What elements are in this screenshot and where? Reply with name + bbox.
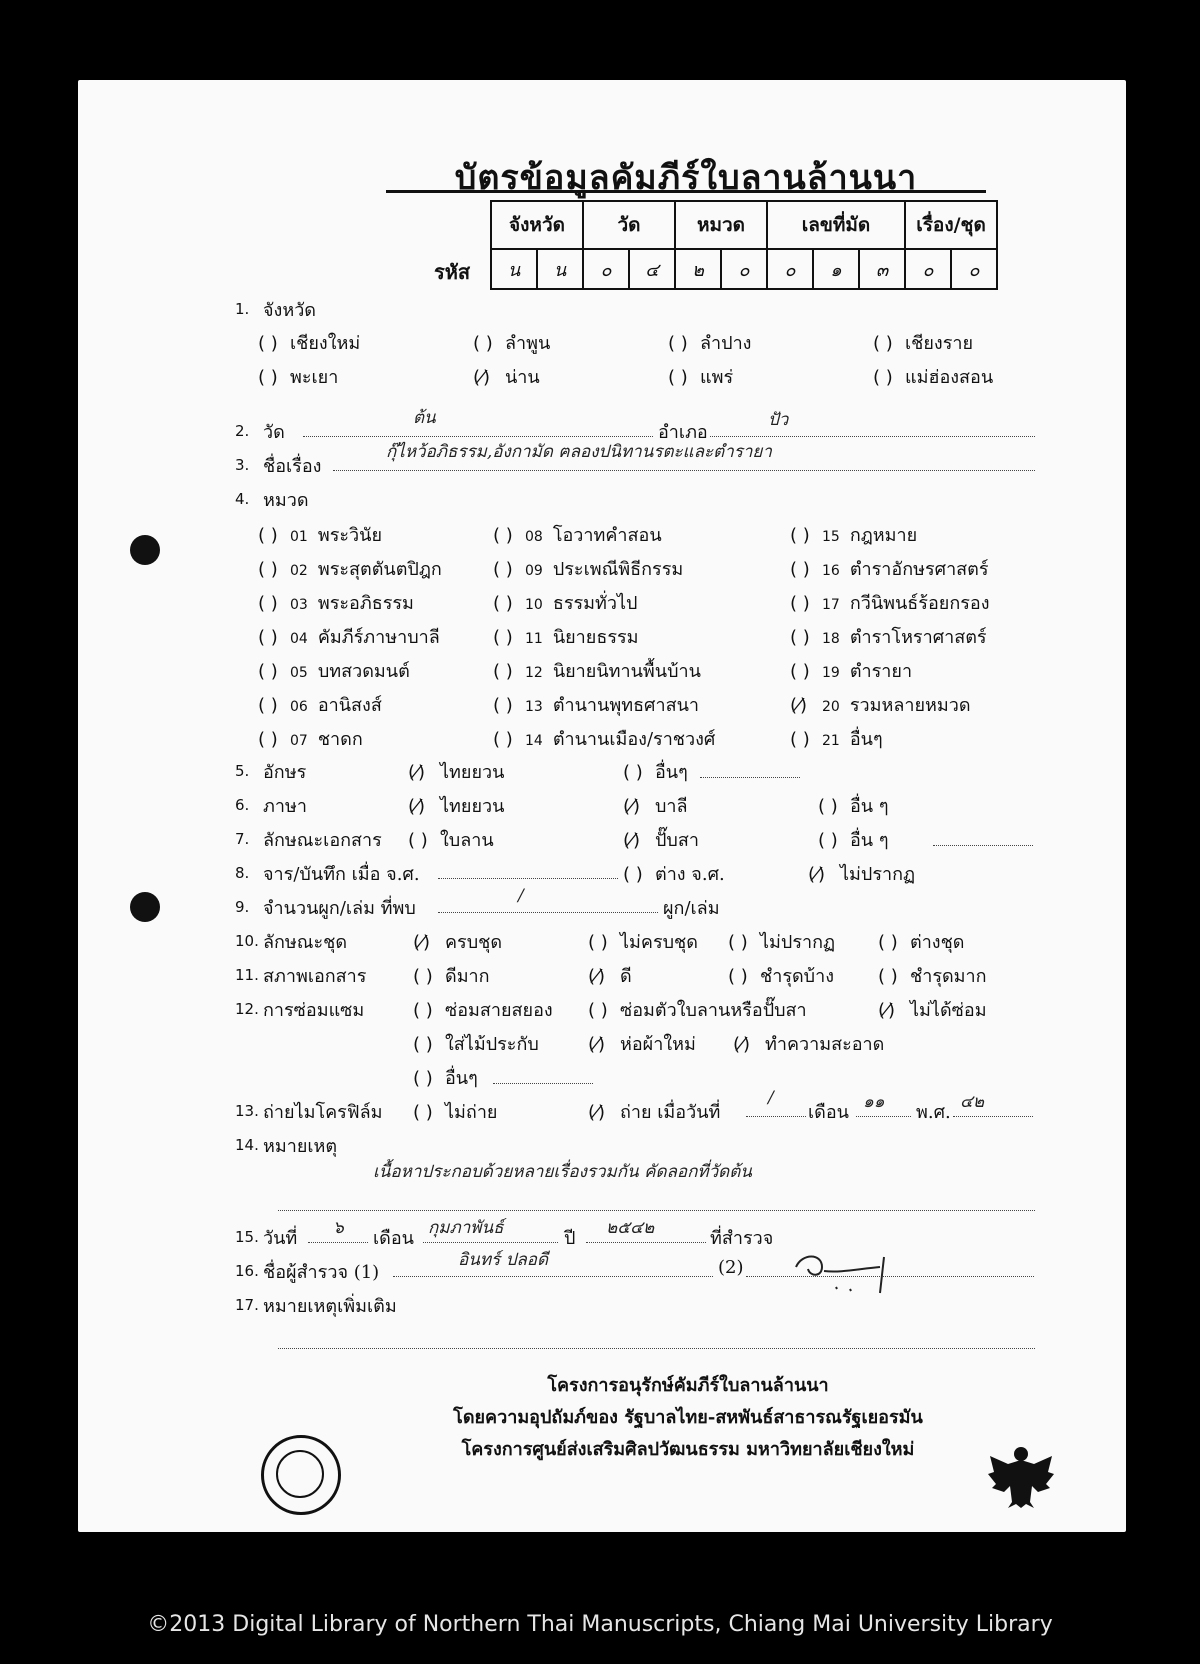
s12-option[interactable]: ( ) ซ่อมตัวใบลานหรือปั๊บสา bbox=[588, 1000, 807, 1021]
s16-label: ชื่อผู้สำรวจ (1) bbox=[263, 1262, 380, 1283]
s4-category[interactable]: ( ) 13 ตำนานพุทธศาสนา bbox=[493, 695, 699, 716]
s1-num: 1. bbox=[235, 300, 250, 318]
code-table bbox=[490, 200, 998, 290]
s14-remark-value[interactable]: เนื้อหาประกอบด้วยหลายเรื่องรวมกัน คัดลอกที่วัดต้น bbox=[373, 1162, 752, 1182]
surveyor2-signature bbox=[788, 1245, 918, 1297]
s15-year-line bbox=[586, 1242, 706, 1243]
s6-option[interactable]: ( ) อื่น ๆ bbox=[818, 796, 889, 817]
s2-amphoe-value[interactable]: ปัว bbox=[768, 410, 789, 430]
binder-hole-bottom bbox=[130, 892, 160, 922]
code-digit[interactable]: ๐ bbox=[583, 249, 629, 289]
code-digit[interactable]: ๐ bbox=[767, 249, 813, 289]
s4-category[interactable]: ( ) 21 อื่นๆ bbox=[790, 729, 883, 750]
s4-category[interactable]: ( ) 10 ธรรมทั่วไป bbox=[493, 593, 638, 614]
s2-amphoe-line bbox=[710, 436, 1035, 437]
german-eagle-icon bbox=[986, 1442, 1056, 1510]
s4-num: 4. bbox=[235, 490, 250, 508]
s12-option-checked[interactable]: (⁄) ทำความสะอาด bbox=[733, 1034, 885, 1055]
s16-label2: (2) bbox=[718, 1257, 744, 1278]
s4-category[interactable]: ( ) 08 โอวาทคำสอน bbox=[493, 525, 662, 546]
s13-month-label: เดือน bbox=[808, 1102, 849, 1123]
s6-num: 6. bbox=[235, 796, 250, 814]
code-header-bundle: เลขที่มัด bbox=[767, 201, 905, 249]
s1-option[interactable]: ( ) แม่ฮ่องสอน bbox=[873, 367, 994, 388]
title-underline bbox=[386, 190, 986, 193]
s14-num: 14. bbox=[235, 1136, 259, 1154]
s4-category[interactable]: ( ) 03 พระอภิธรรม bbox=[258, 593, 414, 614]
s15-month-line bbox=[423, 1242, 558, 1243]
s4-category[interactable]: ( ) 06 อานิสงส์ bbox=[258, 695, 382, 716]
s4-category[interactable]: ( ) 02 พระสุตตันตปิฎก bbox=[258, 559, 442, 580]
s4-label: หมวด bbox=[263, 490, 309, 511]
s15-month-value[interactable]: กุมภาพันธ์ bbox=[428, 1218, 504, 1238]
s9-num: 9. bbox=[235, 898, 250, 916]
s10-option-checked[interactable]: (⁄) ครบชุด bbox=[413, 932, 503, 953]
s7-label: ลักษณะเอกสาร bbox=[263, 830, 382, 851]
s10-option[interactable]: ( ) ไม่ครบชุด bbox=[588, 932, 698, 953]
s17-line bbox=[278, 1348, 1035, 1349]
s16-surveyor1-value[interactable]: อินทร์ ปลอดี bbox=[458, 1250, 549, 1270]
s12-option-checked[interactable]: (⁄) ห่อผ้าใหม่ bbox=[588, 1034, 696, 1055]
code-digit[interactable]: ๓ bbox=[859, 249, 905, 289]
s12-option[interactable]: ( ) ซ่อมสายสยอง bbox=[413, 1000, 553, 1021]
code-label: รหัส bbox=[434, 260, 471, 284]
s7-option[interactable]: ( ) อื่น ๆ bbox=[818, 830, 889, 851]
s4-category[interactable]: ( ) 05 บทสวดมนต์ bbox=[258, 661, 410, 682]
s16-num: 16. bbox=[235, 1262, 259, 1280]
s11-option[interactable]: ( ) ดีมาก bbox=[413, 966, 490, 987]
s4-category[interactable]: ( ) 11 นิยายธรรม bbox=[493, 627, 639, 648]
code-header-province: จังหวัด bbox=[491, 201, 583, 249]
s15-month-label: เดือน bbox=[373, 1228, 414, 1249]
s12-line bbox=[493, 1083, 593, 1084]
s13-month-line bbox=[856, 1116, 911, 1117]
s7-option-checked[interactable]: (⁄) ปั๊บสา bbox=[623, 830, 699, 851]
s17-label: หมายเหตุเพิ่มเติม bbox=[263, 1296, 397, 1317]
s13-option-checked[interactable]: (⁄) ถ่าย เมื่อวันที่ bbox=[588, 1102, 721, 1123]
s9-unit: ผูก/เล่ม bbox=[663, 898, 720, 919]
s1-option[interactable]: ( ) ลำปาง bbox=[668, 333, 752, 354]
code-digit[interactable]: ๔ bbox=[629, 249, 675, 289]
s5-option-checked[interactable]: (⁄) ไทยยวน bbox=[408, 762, 505, 783]
s8-label: จาร/บันทึก เมื่อ จ.ศ. bbox=[263, 864, 420, 885]
s7-line bbox=[933, 845, 1033, 846]
code-header-category: หมวด bbox=[675, 201, 767, 249]
s15-year-value[interactable]: ๒๕๔๒ bbox=[606, 1218, 655, 1238]
s5-num: 5. bbox=[235, 762, 250, 780]
s13-year-value[interactable]: ๔๒ bbox=[960, 1092, 985, 1112]
university-seal-icon bbox=[261, 1435, 341, 1515]
s15-day-value[interactable]: ๖ bbox=[333, 1218, 344, 1238]
code-digit[interactable]: ๐ bbox=[951, 249, 997, 289]
s6-option-checked[interactable]: (⁄) ไทยยวน bbox=[408, 796, 505, 817]
code-digit[interactable]: น bbox=[537, 249, 583, 289]
footer-line1: โครงการอนุรักษ์คัมภีร์ใบลานล้านนา bbox=[547, 1375, 829, 1396]
s4-category[interactable]: ( ) 17 กวีนิพนธ์ร้อยกรอง bbox=[790, 593, 990, 614]
card-title: บัตรข้อมูลคัมภีร์ใบลานล้านนา bbox=[454, 158, 918, 198]
code-digit[interactable]: ๐ bbox=[721, 249, 767, 289]
s4-category[interactable]: ( ) 15 กฎหมาย bbox=[790, 525, 918, 546]
s3-label: ชื่อเรื่อง bbox=[263, 456, 322, 477]
s4-category[interactable]: ( ) 04 คัมภีร์ภาษาบาลี bbox=[258, 627, 440, 648]
s8-option[interactable]: ( ) ต่าง จ.ศ. bbox=[623, 864, 725, 885]
s4-category[interactable]: ( ) 01 พระวินัย bbox=[258, 525, 382, 546]
s1-label: จังหวัด bbox=[263, 300, 316, 321]
s13-year-line bbox=[953, 1116, 1033, 1117]
code-digit[interactable]: น bbox=[491, 249, 537, 289]
s10-option[interactable]: ( ) ไม่ปรากฏ bbox=[728, 932, 836, 953]
s13-month-value[interactable]: ๑๑ bbox=[863, 1092, 885, 1112]
s2-line bbox=[303, 436, 653, 437]
s2-amphoe-label: อำเภอ bbox=[658, 422, 708, 443]
s12-option-checked[interactable]: (⁄) ไม่ได้ซ่อม bbox=[878, 1000, 987, 1021]
s2-label: วัด bbox=[263, 422, 285, 443]
s11-label: สภาพเอกสาร bbox=[263, 966, 367, 987]
s9-line bbox=[438, 912, 658, 913]
data-card bbox=[78, 80, 1126, 1532]
s3-title-value[interactable]: กุ๊ไหว้อภิธรรม,อังกามัด ฅลองปนิทานรตะและตำรายา bbox=[386, 442, 772, 462]
s4-category[interactable]: ( ) 14 ตำนานเมือง/ราชวงศ์ bbox=[493, 729, 716, 750]
s4-category[interactable]: ( ) 12 นิยายนิทานพื้นบ้าน bbox=[493, 661, 701, 682]
s4-category[interactable]: ( ) 18 ตำราโหราศาสตร์ bbox=[790, 627, 987, 648]
s1-option[interactable]: ( ) พะเยา bbox=[258, 367, 339, 388]
footer-line3: โครงการศูนย์ส่งเสริมศิลปวัฒนธรรม มหาวิทยาลัยเชียงใหม่ bbox=[461, 1439, 915, 1460]
s4-category[interactable]: ( ) 19 ตำรายา bbox=[790, 661, 913, 682]
s13-option[interactable]: ( ) ไม่ถ่าย bbox=[413, 1102, 498, 1123]
s13-day-value[interactable]: / bbox=[768, 1088, 774, 1108]
s9-label: จำนวนผูก/เล่ม ที่พบ bbox=[263, 898, 416, 919]
s1-option[interactable]: ( ) เชียงราย bbox=[873, 333, 974, 354]
s8-line bbox=[438, 878, 618, 879]
s4-category[interactable]: ( ) 16 ตำราอักษรศาสตร์ bbox=[790, 559, 989, 580]
s6-option-checked[interactable]: (⁄) บาลี bbox=[623, 796, 688, 817]
code-digit[interactable]: ๐ bbox=[905, 249, 951, 289]
s15-year-label: ปี bbox=[564, 1228, 576, 1249]
s7-option[interactable]: ( ) ใบลาน bbox=[408, 830, 494, 851]
s2-temple-value[interactable]: ต้น bbox=[413, 408, 436, 428]
s12-label: การซ่อมแซม bbox=[263, 1000, 365, 1021]
s8-option-checked[interactable]: (⁄) ไม่ปรากฏ bbox=[808, 864, 916, 885]
s15-label: วันที่ bbox=[263, 1228, 298, 1249]
s1-option[interactable]: ( ) ลำพูน bbox=[473, 333, 551, 354]
s1-option[interactable]: ( ) เชียงใหม่ bbox=[258, 333, 361, 354]
s11-option[interactable]: ( ) ชำรุดบ้าง bbox=[728, 966, 835, 987]
s1-option-checked[interactable]: (⁄) น่าน bbox=[473, 367, 540, 388]
s7-num: 7. bbox=[235, 830, 250, 848]
s11-num: 11. bbox=[235, 966, 259, 984]
s3-num: 3. bbox=[235, 456, 250, 474]
s14-line bbox=[278, 1210, 1035, 1211]
s5-option[interactable]: ( ) อื่นๆ bbox=[623, 762, 688, 783]
s5-label: อักษร bbox=[263, 762, 307, 783]
s10-num: 10. bbox=[235, 932, 259, 950]
s10-label: ลักษณะชุด bbox=[263, 932, 348, 953]
s3-line bbox=[333, 470, 1035, 471]
s17-num: 17. bbox=[235, 1296, 259, 1314]
s5-line bbox=[700, 777, 800, 778]
s8-num: 8. bbox=[235, 864, 250, 882]
s12-option[interactable]: ( ) ใส่ไม้ประกับ bbox=[413, 1034, 539, 1055]
s1-option[interactable]: ( ) แพร่ bbox=[668, 367, 734, 388]
s4-category[interactable]: ( ) 09 ประเพณีพิธีกรรม bbox=[493, 559, 684, 580]
code-digit[interactable]: ๒ bbox=[675, 249, 721, 289]
s16-line1 bbox=[393, 1276, 713, 1277]
s12-option[interactable]: ( ) อื่นๆ bbox=[413, 1068, 478, 1089]
s13-year-label: พ.ศ. bbox=[916, 1102, 951, 1123]
s6-label: ภาษา bbox=[263, 796, 307, 817]
s10-option[interactable]: ( ) ต่างชุด bbox=[878, 932, 965, 953]
s15-num: 15. bbox=[235, 1228, 259, 1246]
s13-label: ถ่ายไมโครฟิล์ม bbox=[263, 1102, 383, 1123]
binder-hole-top bbox=[130, 535, 160, 565]
code-header-temple: วัด bbox=[583, 201, 675, 249]
footer-line2: โดยความอุปถัมภ์ของ รัฐบาลไทย-สหพันธ์สาธารณรัฐเยอรมัน bbox=[453, 1407, 923, 1428]
s15-day-line bbox=[308, 1242, 368, 1243]
s12-num: 12. bbox=[235, 1000, 259, 1018]
s13-day-line bbox=[746, 1116, 806, 1117]
s4-category-checked[interactable]: (⁄) 20 รวมหลายหมวด bbox=[790, 695, 971, 716]
s13-num: 13. bbox=[235, 1102, 259, 1120]
s15-suffix: ที่สำรวจ bbox=[710, 1228, 774, 1249]
s11-option-checked[interactable]: (⁄) ดี bbox=[588, 966, 632, 987]
s4-category[interactable]: ( ) 07 ชาดก bbox=[258, 729, 363, 750]
code-header-story: เรื่อง/ชุด bbox=[905, 201, 997, 249]
s2-num: 2. bbox=[235, 422, 250, 440]
code-digit[interactable]: ๑ bbox=[813, 249, 859, 289]
s14-label: หมายเหตุ bbox=[263, 1136, 338, 1157]
s9-count-value[interactable]: / bbox=[518, 886, 524, 906]
s11-option[interactable]: ( ) ชำรุดมาก bbox=[878, 966, 987, 987]
copyright-text: ©2013 Digital Library of Northern Thai Manuscripts, Chiang Mai University Library bbox=[147, 1612, 1053, 1637]
